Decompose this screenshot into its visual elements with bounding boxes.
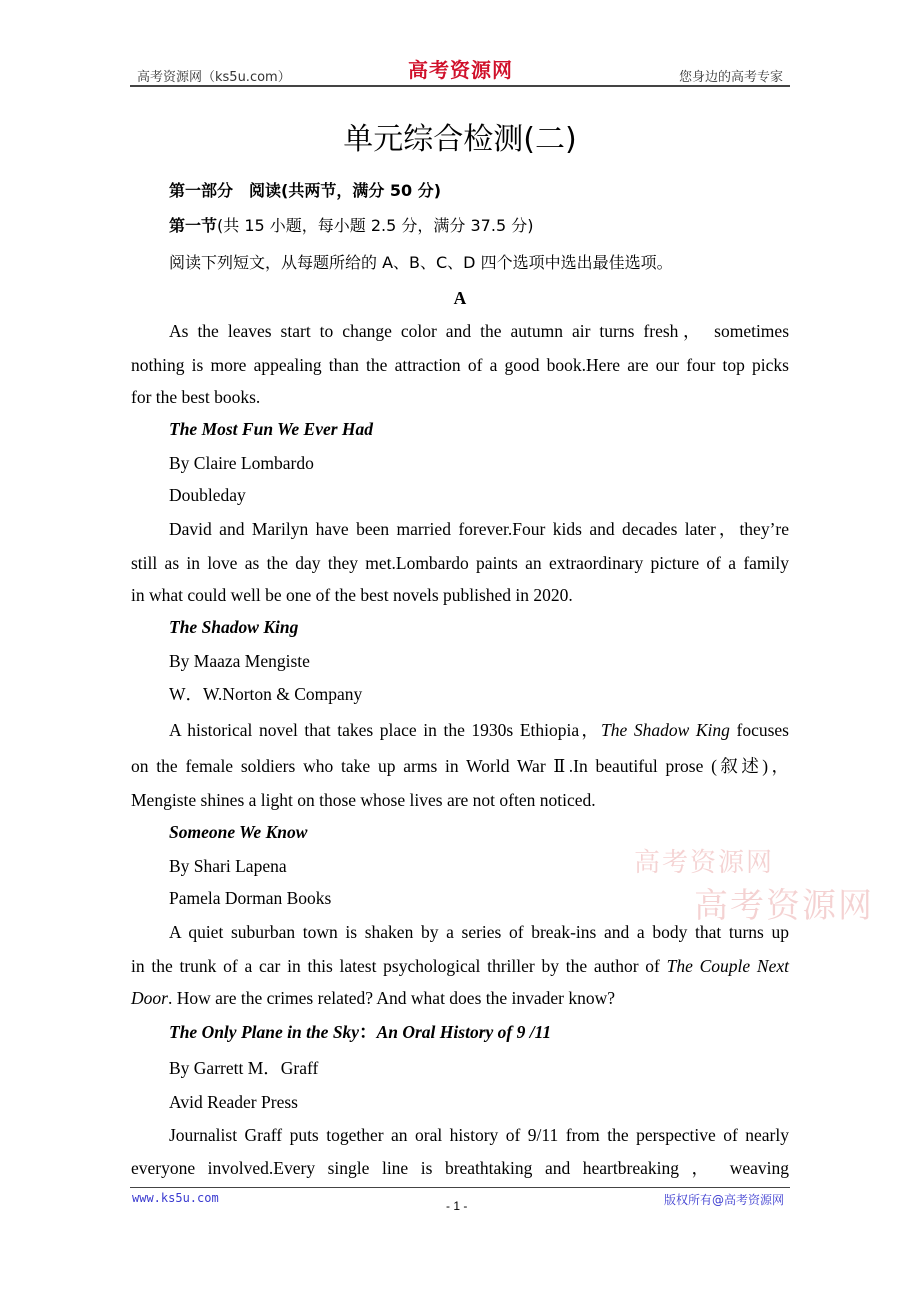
text-line bbox=[169, 1057, 318, 1079]
text-segment: 阅读下列短文，从每题所给的 A、B、C、D 四个选项中选出最佳选项。 bbox=[169, 253, 673, 272]
text-line bbox=[169, 484, 246, 506]
text-line bbox=[169, 616, 298, 638]
text-segment: everyone involved.Every single line is breathtaking and heartbreaking ， weaving bbox=[131, 1158, 789, 1178]
header-rule bbox=[130, 85, 790, 87]
text-line bbox=[169, 650, 310, 672]
text-segment: A bbox=[453, 288, 467, 308]
footer-rule bbox=[130, 1187, 790, 1188]
text-segment: (共两节，满分 50 分) bbox=[281, 181, 442, 200]
text-segment: 第一节 bbox=[169, 216, 218, 235]
book-title-text: Door bbox=[131, 988, 168, 1008]
text-segment: for the best books. bbox=[131, 387, 261, 407]
text-segment: A quiet suburban town is shaken by a series of break-ins and a body that turns up bbox=[169, 922, 789, 942]
text-line bbox=[169, 1124, 789, 1146]
watermark-1: 高考资源网 bbox=[634, 848, 775, 878]
book-title-text: The Shadow King bbox=[169, 617, 299, 637]
text-segment: in what could well be one of the best novels published in 2020. bbox=[131, 585, 573, 605]
header-logo: 高考资源网 bbox=[408, 58, 513, 82]
text-line bbox=[169, 252, 673, 274]
text-line bbox=[169, 821, 307, 843]
text-segment: ： bbox=[359, 1022, 377, 1042]
text-line bbox=[169, 215, 533, 237]
book-title-text: The Couple Next bbox=[666, 956, 790, 976]
text-segment: nothing is more appealing than the attraction of a good book.Here are our four top picks bbox=[131, 355, 789, 375]
header-left: 高考资源网（ks5u.com） bbox=[137, 70, 291, 85]
text-line bbox=[169, 518, 789, 540]
text-line bbox=[169, 1091, 298, 1113]
text-segment: By Maaza Mengiste bbox=[169, 651, 310, 671]
footer-right: 版权所有@高考资源网 bbox=[663, 1193, 784, 1207]
text-segment: focuses bbox=[729, 720, 789, 740]
text-segment: in the trunk of a car in this latest psychological thriller by the author of bbox=[131, 956, 667, 976]
text-segment: (共 15 小题，每小题 2.5 分，满分 37.5 分) bbox=[217, 216, 534, 235]
text-line bbox=[131, 584, 573, 606]
text-segment: David and Marilyn have been married forever.Four kids and decades later，they’re bbox=[169, 519, 789, 539]
header-right: 您身边的高考专家 bbox=[678, 70, 783, 85]
text-line bbox=[169, 1021, 551, 1043]
text-segment: Avid Reader Press bbox=[169, 1092, 298, 1112]
text-segment: on the female soldiers who take up arms in World War Ⅱ.In beautiful prose (叙述)， bbox=[131, 756, 789, 776]
text-line bbox=[169, 683, 362, 705]
book-title-text: An Oral History of 9 /11 bbox=[376, 1022, 552, 1042]
text-segment: As the leaves start to change color and the autumn air turns fresh， sometimes bbox=[169, 321, 789, 341]
text-line bbox=[131, 354, 789, 376]
footer-link[interactable]: www.ks5u.com bbox=[132, 1191, 219, 1205]
text-line bbox=[131, 987, 615, 1009]
text-line bbox=[131, 552, 789, 574]
text-segment: By Claire Lombardo bbox=[169, 453, 314, 473]
text-line bbox=[169, 452, 314, 474]
text-segment: Doubleday bbox=[169, 485, 246, 505]
text-line bbox=[131, 955, 789, 977]
page-title: 单元综合检测(二) bbox=[343, 122, 577, 157]
text-line bbox=[0, 287, 920, 309]
text-segment: still as in love as the day they met.Lombardo paints an extraordinary picture of a family bbox=[131, 553, 789, 573]
text-line bbox=[169, 180, 441, 202]
book-title-text: Someone We Know bbox=[169, 822, 308, 842]
text-line bbox=[131, 755, 789, 777]
text-segment: 第一部分 阅读 bbox=[169, 181, 282, 200]
watermark-2: 高考资源网 bbox=[694, 886, 874, 926]
text-segment: By Shari Lapena bbox=[169, 856, 287, 876]
text-line bbox=[169, 719, 789, 741]
text-line bbox=[169, 855, 287, 877]
text-segment: . How are the crimes related? And what does the invader know? bbox=[167, 988, 616, 1008]
text-segment: Mengiste shines a light on those whose lives are not often noticed. bbox=[131, 790, 596, 810]
text-line bbox=[169, 418, 373, 440]
text-line bbox=[131, 386, 260, 408]
book-title-text: The Most Fun We Ever Had bbox=[169, 419, 374, 439]
text-segment: By Garrett M．Graff bbox=[169, 1058, 319, 1078]
text-line bbox=[131, 1157, 789, 1179]
text-line bbox=[131, 789, 596, 811]
book-title-text: The Only Plane in the Sky bbox=[169, 1022, 360, 1042]
text-segment: Journalist Graff puts together an oral history of 9/11 from the perspective of nearly bbox=[169, 1125, 789, 1145]
text-segment: A historical novel that takes place in the 1930s Ethiopia， bbox=[169, 720, 602, 740]
book-title-text: The Shadow King bbox=[601, 720, 730, 740]
page-number: - 1 - bbox=[446, 1199, 468, 1213]
text-line bbox=[169, 887, 331, 909]
text-segment: Pamela Dorman Books bbox=[169, 888, 332, 908]
text-line bbox=[169, 320, 789, 342]
text-segment: W．W.Norton & Company bbox=[169, 684, 363, 704]
